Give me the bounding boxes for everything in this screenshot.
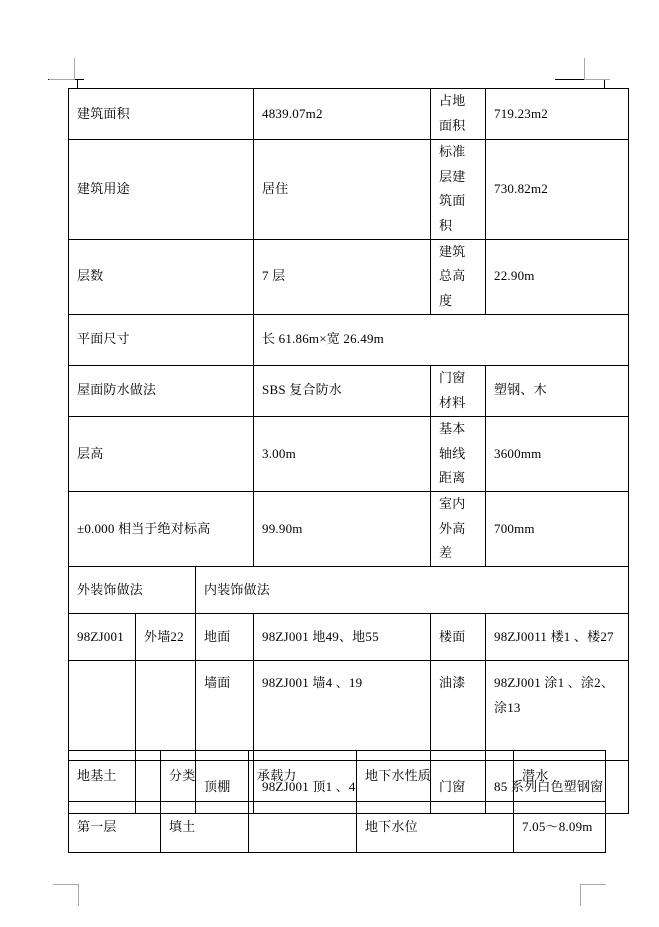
- table-row: [69, 314, 629, 365]
- crop-mark-top-left: [49, 58, 75, 80]
- cell-label-floor-count: 层数: [69, 239, 254, 314]
- project-overview-table: [68, 88, 629, 814]
- table-row: [69, 416, 629, 491]
- table-header-row: [69, 751, 606, 802]
- cell-exterior-code-1: 98ZJ001: [69, 613, 136, 660]
- cell-value-site-area: 719.23m2: [486, 89, 629, 140]
- cell-interior-decoration-header: 内装饰做法: [196, 566, 629, 613]
- cell-label-total-height: 建筑总高度: [431, 239, 486, 314]
- table-row: [69, 660, 629, 760]
- cell-value-building-use: 居住: [254, 140, 431, 240]
- cell-value-floor-height: 3.00m: [254, 416, 431, 491]
- crop-mark-bottom-left: [53, 884, 79, 906]
- cell-interior-spec-3: 98ZJ001 顶1 、4: [254, 760, 431, 813]
- cell-label-standard-floor-area: 标准层建筑面积: [431, 140, 486, 240]
- cell-other-part-3: 门窗: [431, 760, 486, 813]
- cell-label-roof-waterproof: 屋面防水做法: [69, 365, 254, 416]
- header-classification: 分类: [161, 751, 249, 802]
- cell-label-indoor-outdoor-diff: 室内外高差: [431, 491, 486, 566]
- cell-interior-part-2: 墙面: [196, 660, 254, 760]
- cell-value-indoor-outdoor-diff: 700mm: [486, 491, 629, 566]
- cell-groundwater-level: 地下水位: [357, 802, 514, 853]
- table-row: [69, 802, 606, 853]
- cell-interior-spec-1: 98ZJ001 地49、地55: [254, 613, 431, 660]
- cell-exterior-spec-1: 外墙22: [136, 613, 196, 660]
- cell-exterior-spec-2: [136, 660, 196, 760]
- crop-mark-top-right: [584, 58, 610, 80]
- cell-value-total-height: 22.90m: [486, 239, 629, 314]
- cell-value-plan-dimensions: 长 61.86m×宽 26.49m: [254, 314, 629, 365]
- cell-label-building-area: 建筑面积: [69, 89, 254, 140]
- header-groundwater-property: 地下水性质: [357, 751, 514, 802]
- cell-exterior-code-2: [69, 660, 136, 760]
- cell-interior-spec-2: 98ZJ001 墙4 、19: [254, 660, 431, 760]
- cell-value-floor-count: 7 层: [254, 239, 431, 314]
- table-row: [69, 613, 629, 660]
- crop-mark-bottom-right: [580, 884, 606, 906]
- cell-other-spec-3: 85 系列白色塑钢窗: [486, 760, 629, 813]
- table-row: [69, 365, 629, 416]
- table-row: [69, 140, 629, 240]
- cell-value-absolute-elevation: 99.90m: [254, 491, 431, 566]
- cell-other-spec-1: 98ZJ0011 楼1 、楼27: [486, 613, 629, 660]
- table-row: [69, 89, 629, 140]
- cell-value-door-window-material: 塑钢、木: [486, 365, 629, 416]
- cell-soil-bearing-capacity: [249, 802, 357, 853]
- cell-soil-classification: 填土: [161, 802, 249, 853]
- cell-label-door-window-material: 门窗材料: [431, 365, 486, 416]
- cell-value-axis-distance: 3600mm: [486, 416, 629, 491]
- cell-label-floor-height: 层高: [69, 416, 254, 491]
- cell-value-standard-floor-area: 730.82m2: [486, 140, 629, 240]
- cell-value-roof-waterproof: SBS 复合防水: [254, 365, 431, 416]
- header-phreatic-water: 潜水: [514, 751, 606, 802]
- cell-label-building-use: 建筑用途: [69, 140, 254, 240]
- table-row-decoration-header: [69, 566, 629, 613]
- cell-other-spec-2: 98ZJ001 涂1 、涂2、 涂13: [486, 660, 629, 760]
- table-row: [69, 491, 629, 566]
- cell-groundwater-depth: 7.05～8.09m: [514, 802, 606, 853]
- header-bearing-capacity: 承载力: [249, 751, 357, 802]
- cell-other-part-2: 油漆: [431, 660, 486, 760]
- cell-label-absolute-elevation: ±0.000 相当于绝对标高: [69, 491, 254, 566]
- cell-other-part-1: 楼面: [431, 613, 486, 660]
- cell-exterior-decoration-header: 外装饰做法: [69, 566, 196, 613]
- cell-label-site-area: 占地面积: [431, 89, 486, 140]
- cell-value-building-area: 4839.07m2: [254, 89, 431, 140]
- cell-label-axis-distance: 基本轴线距离: [431, 416, 486, 491]
- table-row: [69, 239, 629, 314]
- cell-soil-layer: 第一层: [69, 802, 161, 853]
- cell-interior-part-3: 顶棚: [196, 760, 254, 813]
- foundation-soil-table: [68, 750, 606, 853]
- cell-interior-part-1: 地面: [196, 613, 254, 660]
- header-soil: 地基土: [69, 751, 161, 802]
- cell-label-plan-dimensions: 平面尺寸: [69, 314, 254, 365]
